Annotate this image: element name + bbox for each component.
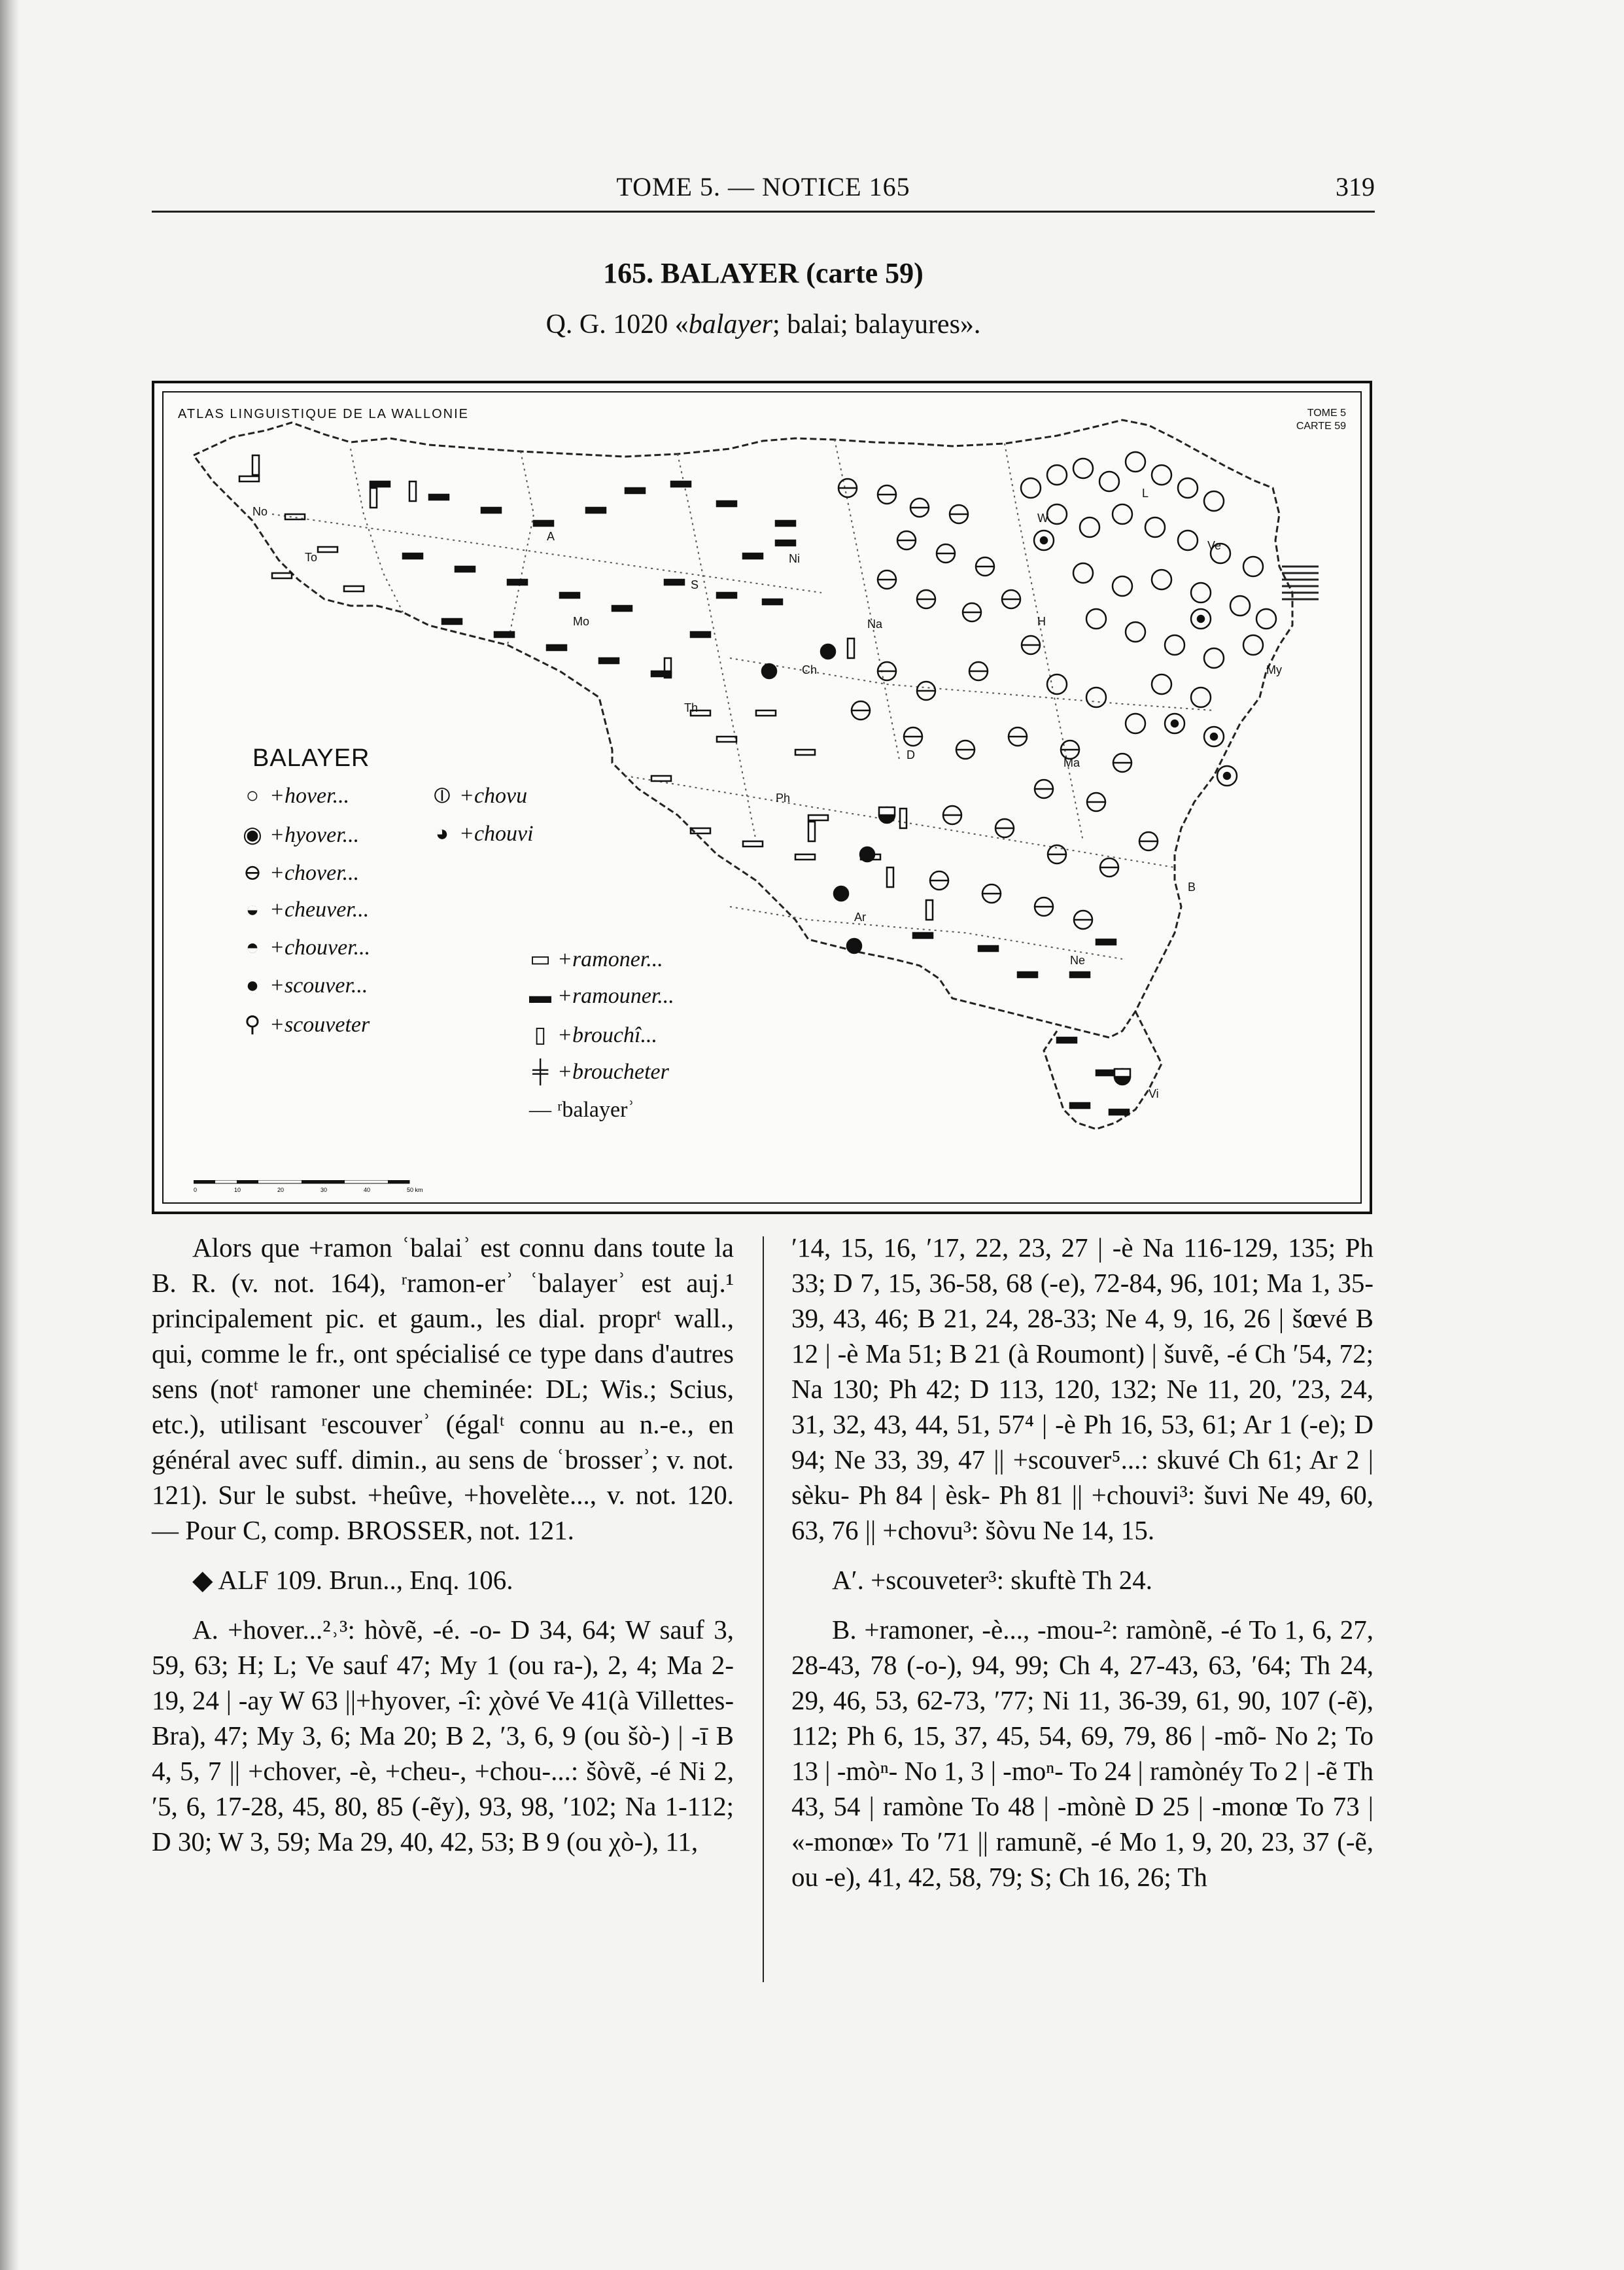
legend-chovu	[429, 784, 527, 809]
open-circle-icon: ○	[245, 784, 260, 808]
legend-title: BALAYER	[252, 744, 370, 772]
open-bar-icon: ▭	[529, 947, 551, 971]
scale-bar	[194, 1180, 442, 1196]
region-label: L	[1142, 487, 1149, 500]
region-label: Ch	[802, 663, 818, 676]
legend-chouver	[239, 935, 370, 960]
legend-cheuver	[239, 898, 369, 922]
district-lines	[272, 440, 1214, 959]
legend-balayer	[527, 1098, 635, 1123]
legend-label: +chouvi	[459, 822, 534, 846]
carte-line: CARTE 59	[1296, 421, 1346, 432]
region-label: Ar	[854, 911, 866, 924]
text-column-left	[152, 1230, 734, 1874]
legend-ramoner	[527, 946, 663, 972]
legend-label: +hyover...	[269, 823, 360, 847]
legend-label: +hover...	[269, 784, 350, 808]
section-b-paragraph: B. +ramoner, -è..., -mou-²: ramònẽ, -é To 1, 6, 27, 28-43, 78 (-o-), 94, 99; Ch 4, 27-43, 63, ʹ64; Th 24, 29, 46, 53, 62-73, ʹ77; Ni 11, 36-39, 61, 90, 107 (-ẽ), 112; Ph 6, 15, 37, 45, 54, 69, 79, 86 | -mõ- No 2; To 13 | -mòⁿ- No 1, 3 | -moⁿ- To 24 | ramònéy To 2 | -ẽ Th 43, 54 | ramòne To 48 | -mònè D 25 | -monœ To 73 | «-monœ» To ʹ71 || ramunẽ, -é Mo 1, 9, 20, 23, 37 (-ẽ, ou -e), 41, 42, 58, 79; S; Ch 16, 26; Th	[791, 1615, 1373, 1892]
region-label: Ma	[1063, 756, 1080, 769]
legend-label: +scouveter	[269, 1013, 370, 1037]
legend-ramouner	[527, 984, 674, 1009]
scale-label: 50 km	[407, 1187, 423, 1193]
map-symbols	[239, 452, 1276, 1115]
legend-label: ʳbalayerʾ	[557, 1098, 635, 1122]
scale-label: 30	[320, 1187, 328, 1193]
region-label: S	[691, 578, 699, 591]
vertical-barred-circle-icon: ⦶	[434, 784, 451, 808]
upper-half-circle-icon: ◓	[245, 935, 260, 960]
vertical-bar-cross-icon: ╪	[532, 1060, 549, 1084]
running-header-title: TOME 5. — NOTICE 165	[616, 172, 910, 201]
region-label: No	[252, 505, 268, 518]
dash-icon: —	[529, 1098, 551, 1122]
legend-chover	[239, 860, 359, 886]
legend-scouver	[239, 973, 368, 998]
references-paragraph: ◆ ALF 109. Brun.., Enq. 106.	[192, 1565, 513, 1595]
barred-circle-icon: ⊖	[243, 861, 262, 885]
region-label: Ni	[789, 552, 800, 565]
atlas-title: ATLAS LINGUISTIQUE DE LA WALLONIE	[178, 407, 469, 421]
legend-label: +chouver...	[269, 935, 371, 960]
intro-paragraph: Alors que +ramon ʿbalaiʾ est connu dans toute la B. R. (v. not. 164), ʳramon-erʾ ʿbalayerʾ est auj.¹ principalement pic. et gaum., les dial. proprᵗ wall., qui, comme le fr., ont spécialisé ce type dans d'autres sens (notᵗ ramoner une cheminée: DL; Wis.; Scius, etc.), utilisant ʳescouverʾ (égalᵗ connu au n.-e., en général avec suff. dimin., au sens de ʿbrosserʾ; v. not. 121). Sur le subst. +heûve, +hovelète..., v. not. 120. — Pour C, comp. BROSSER, not. 121.	[152, 1232, 734, 1545]
region-label: Na	[867, 618, 883, 631]
region-label: B	[1188, 881, 1196, 894]
region-label: W	[1037, 512, 1048, 525]
vertical-bar-icon: ▯	[534, 1023, 547, 1047]
subtitle-rest: ; balai; balayures».	[772, 309, 981, 340]
region-label: Ph	[776, 792, 791, 805]
subtitle-prefix: Q. G. 1020 «	[545, 309, 689, 340]
page-number: 319	[1336, 172, 1375, 201]
scale-label: 10	[234, 1187, 241, 1193]
filled-circle-stem-icon: ⚲	[244, 1013, 261, 1037]
region-label: H	[1037, 615, 1046, 628]
section-a-continued: ʹ14, 15, 16, ʹ17, 22, 23, 27 | -è Na 116-129, 135; Ph 33; D 7, 15, 36-58, 68 (-e), 72-84, 96, 101; Ma 1, 35-39, 43, 46; B 21, 24, 28-33; Ne 4, 9, 16, 26 | šœvé B 12 | -è Ma 51; B 21 (à Roumont) | šuvẽ, -é Ch ʹ54, 72; Na 130; Ph 42; D 113, 120, 132; Ne 11, 20, ʹ23, 24, 31, 32, 43, 44, 51, 57⁴ | -è Ph 16, 53, 61; Ar 1 (-e); D 94; Ne 33, 39, 47 || +scouver⁵...: skuvé Ch 61; Ar 2 | sèku- Ph 84 | èsk- Ph 81 || +chouvi³: šuvi Ne 49, 60, 63, 76 || +chovu³: šòvu Ne 14, 15.	[791, 1232, 1373, 1545]
region-label: Ne	[1070, 954, 1086, 967]
legend-hyover	[239, 822, 359, 848]
region-label: Th	[684, 701, 699, 714]
legend-label: +chovu	[459, 784, 528, 808]
section-a-prime-paragraph: A′. +scouveter³: skuftè Th 24.	[832, 1565, 1152, 1595]
legend-broucheter	[527, 1060, 669, 1085]
legend-hover	[239, 784, 349, 809]
page-edge-shadow	[0, 0, 20, 2270]
legend-brouchi	[527, 1022, 657, 1048]
legend-label: +chover...	[269, 861, 360, 885]
region-label: A	[547, 530, 555, 543]
legend-chouvi	[429, 822, 534, 847]
scale-label: 20	[277, 1187, 285, 1193]
running-header	[152, 171, 1375, 213]
scale-label: 0	[194, 1187, 198, 1193]
region-label: My	[1266, 663, 1282, 676]
region-label: Vi	[1149, 1087, 1159, 1100]
quartered-circle-icon: ◕	[435, 822, 449, 846]
tome-line: TOME 5	[1307, 408, 1346, 419]
filled-circle-icon: ●	[245, 973, 260, 998]
legend-label: +scouver...	[269, 973, 368, 998]
text-column-right	[791, 1230, 1373, 1909]
lower-half-circle-icon: ◒	[245, 898, 260, 922]
scale-label: 40	[364, 1187, 371, 1193]
legend-label: +brouchî...	[557, 1023, 657, 1047]
notice-title: 165. BALAYER (carte 59)	[603, 257, 924, 289]
region-label: To	[305, 551, 318, 564]
section-a-paragraph: A. +hover...²˒³: hòvẽ, -é. -o- D 34, 64; W sauf 3, 59, 63; H; L; Ve sauf 47; My 1 (ou ra-), 2, 4; Ma 2-19, 24 | -ay W 63 ||+hyover, -î: χòvé Ve 41(à Villettes-Bra), 47; My 3, 6; Ma 20; B 2, ʹ3, 6, 9 (ou šò-) | -ī B 4, 5, 7 || +chover, -è, +cheu-, +chou-...: šòvẽ, -é Ni 2, ʹ5, 6, 17-28, 45, 80, 85 (-ẽy), 93, 98, ʹ102; Na 1-112; D 30; W 3, 59; Ma 29, 40, 42, 53; B 9 (ou χò-), 11,	[152, 1615, 734, 1857]
notice-subtitle	[152, 309, 1375, 340]
region-label: D	[907, 748, 915, 761]
region-label: Ve	[1207, 539, 1222, 552]
filled-bar-icon: ▬	[529, 984, 551, 1008]
region-label: Mo	[573, 615, 590, 628]
legend-label: +ramoner...	[557, 947, 663, 971]
legend-label: +cheuver...	[269, 898, 370, 922]
scale-bar-graphic	[194, 1180, 442, 1196]
dotted-circle-icon: ◉	[243, 823, 262, 847]
legend-scouveter	[239, 1011, 370, 1038]
legend-label: +broucheter	[557, 1060, 669, 1084]
map-figure	[152, 381, 1372, 1214]
legend-label: +ramouner...	[557, 984, 674, 1008]
subtitle-italic: balayer	[688, 309, 773, 340]
column-divider	[763, 1236, 764, 1982]
